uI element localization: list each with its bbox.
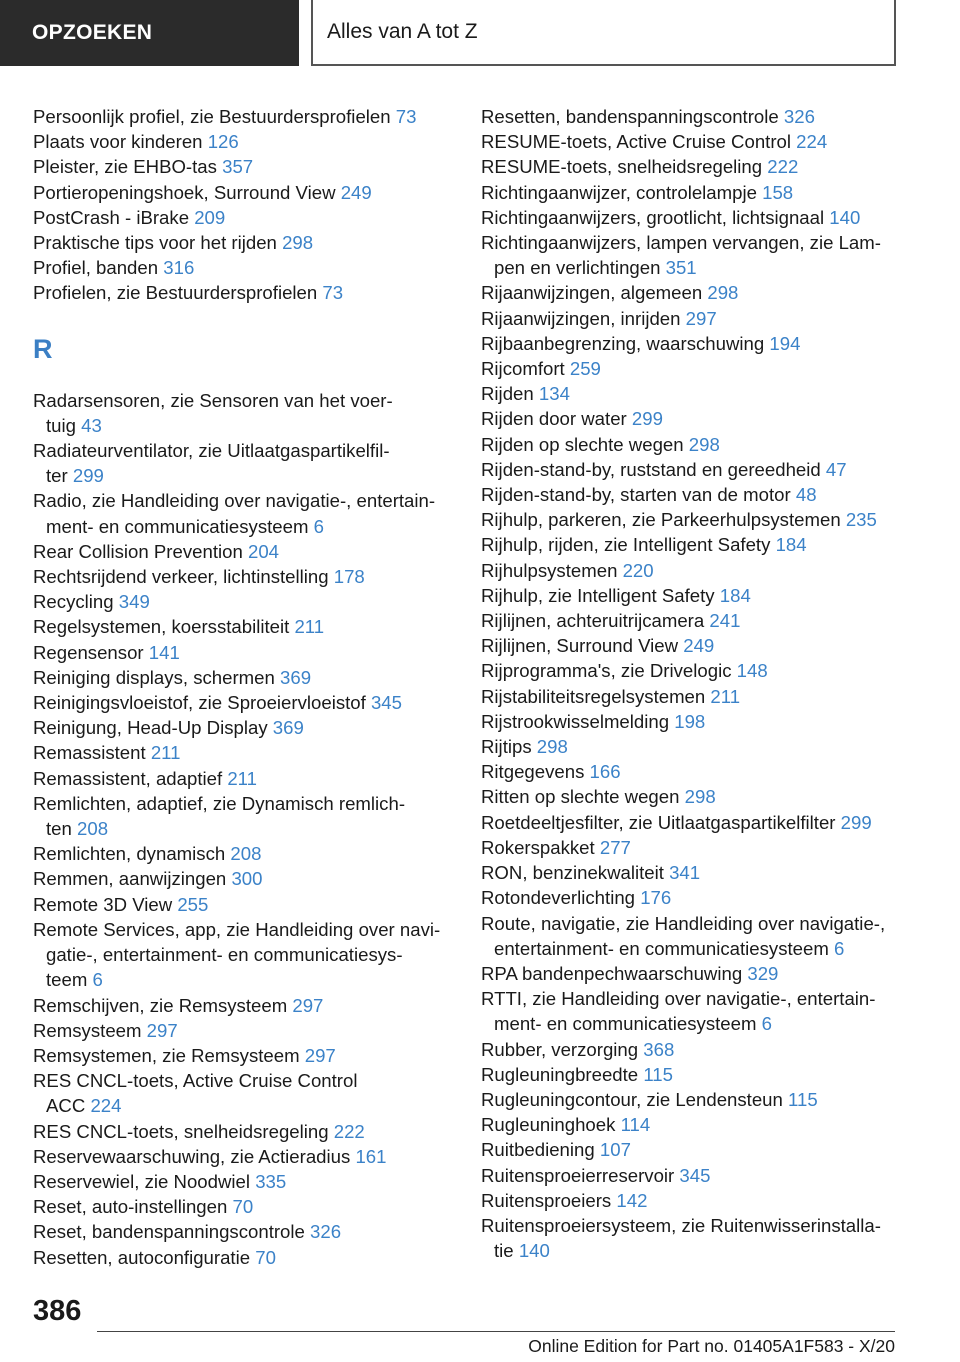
index-entry-text: Rijden-stand-by, ruststand en gereedheid (481, 458, 821, 480)
index-entry (33, 993, 453, 1018)
index-entry-text: Rijhulp, zie Intelligent Safety (481, 584, 715, 606)
index-entry-text: RESUME-toets, Active Cruise Control (481, 131, 791, 153)
index-entry-text: ment- en communicatiesysteem (46, 515, 309, 537)
page-reference-link[interactable]: 249 (683, 635, 715, 657)
page-reference-link[interactable]: 299 (631, 408, 663, 430)
page-reference-link[interactable]: 368 (643, 1038, 675, 1060)
page-reference-link[interactable]: 299 (840, 811, 872, 833)
index-entry-text: Regensensor (33, 641, 144, 663)
index-entry (33, 589, 453, 614)
index-entry-text: Remassistent (33, 742, 146, 764)
page-reference-link[interactable]: 140 (829, 206, 861, 228)
page-reference-link[interactable]: 369 (272, 717, 304, 739)
index-entry-text: ten (46, 818, 72, 840)
section-tab-label: OPZOEKEN (32, 21, 153, 44)
page-reference-link[interactable]: 114 (620, 1114, 651, 1136)
page-reference-link[interactable]: 300 (231, 868, 263, 890)
index-entry-text: Remlichten, adaptief, zie Dynamisch remlich- (33, 792, 406, 814)
index-entry-text: Resetten, bandenspanningscontrole (481, 106, 779, 127)
index-entry-text: Reinigung, Head-Up Display (33, 717, 268, 739)
page-reference-link[interactable]: 220 (622, 559, 654, 581)
page-reference-link[interactable]: 208 (77, 818, 109, 840)
index-entry-text: Rijhulp, parkeren, zie Parkeerhulpsystemen (481, 509, 841, 531)
page-reference-link[interactable]: 357 (222, 156, 254, 178)
page-reference-link[interactable]: 341 (669, 862, 701, 884)
page-reference-link[interactable]: 178 (333, 566, 365, 588)
index-entry-text: Rijbaanbegrenzing, waarschuwing (481, 332, 765, 354)
page-reference-link[interactable]: 166 (589, 761, 621, 783)
index-entry (481, 608, 911, 633)
index-entry (481, 961, 911, 986)
index-entry (33, 1119, 453, 1144)
index-entry-text: Ruitensproeiersysteem, zie Ruitenwisserinstalla- (481, 1214, 881, 1236)
index-entry (481, 684, 911, 709)
index-entry (33, 1245, 453, 1270)
index-entry (481, 583, 911, 608)
index-entry-text: RPA bandenpechwaarschuwing (481, 962, 743, 984)
page-reference-link[interactable]: 326 (783, 106, 815, 127)
index-entry (481, 507, 911, 532)
index-entry (33, 1043, 453, 1068)
index-entry-text: RES CNCL-toets, snelheidsregeling (33, 1120, 329, 1142)
index-entry (33, 1068, 453, 1118)
index-entry-text: Rijden (481, 383, 534, 405)
index-entry (481, 709, 911, 734)
page-reference-link[interactable]: 6 (313, 515, 324, 537)
index-entry (481, 1037, 911, 1062)
index-entry (481, 911, 911, 961)
index-entry (481, 784, 911, 809)
page-reference-link[interactable]: 211 (150, 742, 181, 764)
index-entry-text: RON, benzinekwaliteit (481, 862, 664, 884)
page-reference-link[interactable]: 329 (747, 962, 779, 984)
page-reference-link[interactable]: 115 (788, 1088, 818, 1110)
index-entry (33, 129, 453, 154)
index-entry-text: Profiel, banden (33, 257, 159, 279)
index-entry-text: Radiateurventilator, zie Uitlaatgaspartikelfil- (33, 440, 390, 462)
index-entry (481, 432, 911, 457)
index-entry (481, 129, 911, 154)
index-entry-text: Radarsensoren, zie Sensoren van het voer- (33, 389, 393, 411)
index-entry (481, 1163, 911, 1188)
index-entry (33, 104, 453, 129)
index-entry (33, 154, 453, 179)
index-entry-text: entertainment- en communicatiesysteem (494, 937, 829, 959)
index-entry-text: Remlichten, dynamisch (33, 843, 226, 865)
index-entry (481, 381, 911, 406)
page-reference-link[interactable]: 299 (72, 465, 104, 487)
index-entry-text: Rugleuningbreedte (481, 1063, 639, 1085)
index-entry (481, 306, 911, 331)
page-reference-link[interactable]: 241 (709, 610, 741, 632)
index-entry-text: Remote 3D View (33, 893, 173, 915)
index-entry (33, 917, 453, 993)
index-entry (33, 640, 453, 665)
index-entry-text: ter (46, 465, 68, 487)
index-entry-text: tie (494, 1240, 514, 1262)
index-entry-text: Rechtsrijdend verkeer, lichtinstelling (33, 566, 329, 588)
index-entry (33, 564, 453, 589)
index-entry-text: Rokerspakket (481, 836, 595, 858)
index-entry (33, 690, 453, 715)
index-column-right (481, 104, 911, 1263)
index-entry-text: PostCrash - iBrake (33, 206, 190, 228)
index-entry (33, 665, 453, 690)
page-reference-link[interactable]: 176 (640, 887, 672, 909)
index-entry (481, 180, 911, 205)
page-reference-link[interactable]: 107 (599, 1139, 631, 1161)
index-entry-text: Rijtips (481, 736, 532, 758)
index-entry-text: Rijhulpsystemen (481, 559, 618, 581)
index-entry (33, 1144, 453, 1169)
page-reference-link[interactable]: 222 (333, 1120, 365, 1142)
index-entry-text: Profielen, zie Bestuurdersprofielen (33, 282, 318, 304)
index-entry (481, 154, 911, 179)
index-entry (481, 230, 911, 280)
index-entry-text: Rijden door water (481, 408, 627, 430)
index-entry-text: Ritgegevens (481, 761, 585, 783)
index-entry-text: RES CNCL-toets, Active Cruise Control (33, 1070, 358, 1092)
index-entry (33, 1169, 453, 1194)
index-entry-text: Reset, bandenspanningscontrole (33, 1221, 305, 1243)
index-entry (33, 766, 453, 791)
page-reference-link[interactable]: 70 (232, 1196, 254, 1218)
index-entry (481, 986, 911, 1036)
page-reference-link[interactable]: 211 (227, 767, 257, 789)
index-entry (481, 1188, 911, 1213)
page-reference-link[interactable]: 73 (322, 282, 344, 304)
page-reference-link[interactable]: 43 (81, 414, 102, 436)
page-number: 386 (33, 1295, 82, 1327)
index-entry (33, 866, 453, 891)
index-entry (481, 658, 911, 683)
index-entry (33, 1219, 453, 1244)
page-reference-link[interactable]: 148 (736, 660, 768, 682)
index-entry-text: Rijaanwijzingen, algemeen (481, 282, 703, 304)
page-reference-link[interactable]: 316 (163, 257, 195, 279)
footer-edition: Online Edition for Part no. 01405A1F583 - X/20 (528, 1336, 895, 1356)
page-reference-link[interactable]: 326 (310, 1221, 342, 1243)
page-reference-link[interactable]: 48 (795, 484, 817, 506)
index-entry-text: Ruitbediening (481, 1139, 595, 1161)
page-reference-link[interactable]: 70 (255, 1246, 276, 1268)
page-reference-link[interactable]: 259 (569, 358, 601, 380)
page-reference-link[interactable]: 204 (247, 540, 280, 562)
index-entry-text: Rijprogramma's, zie Drivelogic (481, 660, 732, 682)
index-entry-text: Rugleuninghoek (481, 1114, 616, 1136)
index-entry (33, 715, 453, 740)
page-reference-link[interactable]: 351 (665, 257, 697, 279)
page-reference-link[interactable]: 298 (282, 232, 314, 254)
index-entry-text: Reiniging displays, schermen (33, 666, 275, 688)
page-reference-link[interactable]: 235 (845, 509, 877, 531)
page-reference-link[interactable]: 161 (355, 1145, 387, 1167)
index-entry-text: Remote Services, app, zie Handleiding over navi- (33, 918, 441, 940)
index-entry (33, 614, 453, 639)
index-entry (481, 331, 911, 356)
index-entry (481, 406, 911, 431)
index-entry (481, 1062, 911, 1087)
page-reference-link[interactable]: 335 (255, 1170, 287, 1192)
index-entry-text: Praktische tips voor het rijden (33, 232, 277, 254)
page-reference-link[interactable]: 140 (518, 1240, 550, 1262)
page-reference-link[interactable]: 349 (118, 591, 150, 613)
index-entry-text: Roetdeeltjesfilter, zie Uitlaatgaspartikelfilter (481, 811, 836, 833)
index-entry (481, 633, 911, 658)
page-reference-link[interactable]: 142 (616, 1189, 648, 1211)
index-entry-text: Remmen, aanwijzingen (33, 868, 227, 890)
page-reference-link[interactable]: 134 (538, 383, 570, 405)
index-entry-text: Rijstabiliteitsregelsystemen (481, 685, 706, 707)
index-entry (33, 438, 453, 488)
index-entry-text: Rijlijnen, achteruitrijcamera (481, 610, 705, 632)
index-entry-text: tuig (46, 414, 76, 436)
index-entry (481, 1137, 911, 1162)
page-reference-link[interactable]: 211 (710, 685, 741, 707)
index-section-letter: R (33, 333, 53, 364)
index-entry (481, 885, 911, 910)
index-entry (33, 791, 453, 841)
index-entry-text: Recycling (33, 591, 114, 613)
index-entry-text: Resetten, autoconfiguratie (33, 1246, 251, 1268)
index-entry (481, 835, 911, 860)
index-entry-text: Richtingaanwijzers, lampen vervangen, zie Lam- (481, 232, 881, 254)
page-reference-link[interactable]: 194 (769, 332, 801, 354)
page-reference-link[interactable]: 208 (230, 843, 262, 865)
index-entry-text: pen en verlichtingen (494, 257, 661, 279)
index-entry (33, 740, 453, 765)
index-entry-text: Reinigingsvloeistof, zie Sproeiervloeistof (33, 692, 366, 714)
index-entry-text: Rijden op slechte wegen (481, 433, 684, 455)
index-entry (481, 356, 911, 381)
index-entry-text: RESUME-toets, snelheidsregeling (481, 156, 763, 178)
index-entry-text: Portieropeningshoek, Surround View (33, 181, 336, 203)
index-entry (33, 255, 453, 280)
page-reference-link[interactable]: 298 (536, 736, 568, 758)
page-reference-link[interactable]: 198 (674, 710, 706, 732)
index-entry-text: Remschijven, zie Remsysteem (33, 994, 288, 1016)
page-reference-link[interactable]: 255 (177, 893, 209, 915)
index-entry-text: Reset, auto-instellingen (33, 1196, 228, 1218)
index-entry-text: ACC (46, 1095, 86, 1117)
index-entry (481, 482, 911, 507)
index-entry-text: Rijstrookwisselmelding (481, 710, 670, 732)
index-entry-text: RTTI, zie Handleiding over navigatie-, entertain- (481, 988, 876, 1010)
index-entry (481, 1087, 911, 1112)
index-entry (33, 488, 453, 538)
index-entry-text: Pleister, zie EHBO-tas (33, 156, 217, 178)
section-heading-label: Alles van A tot Z (327, 20, 478, 43)
page-reference-link[interactable]: 277 (599, 836, 631, 858)
index-entry-text: Ruitensproeierreservoir (481, 1164, 675, 1186)
page-reference-link[interactable]: 6 (92, 969, 103, 991)
page-reference-link[interactable]: 126 (207, 131, 239, 153)
index-entry (481, 734, 911, 759)
index-entry-text: gatie-, entertainment- en communicatiesys- (46, 944, 403, 966)
index-entry-text: Rijaanwijzingen, inrijden (481, 307, 681, 329)
page-reference-link[interactable]: 184 (775, 534, 807, 556)
index-entry (481, 104, 911, 129)
index-entry (33, 230, 453, 255)
index-entry (481, 205, 911, 230)
page-reference-link[interactable]: 345 (370, 692, 402, 714)
index-entry-text: Rijhulp, rijden, zie Intelligent Safety (481, 534, 771, 556)
page-reference-link[interactable]: 6 (761, 1013, 772, 1035)
index-entry (481, 532, 911, 557)
index-entry-text: Ritten op slechte wegen (481, 786, 680, 808)
index-entry (481, 810, 911, 835)
index-entry-text: Route, navigatie, zie Handleiding over navigatie-, (481, 912, 886, 934)
index-column-left (33, 104, 453, 1270)
index-entry (33, 280, 453, 305)
index-entry-text: Rear Collision Prevention (33, 540, 243, 562)
index-entry (481, 860, 911, 885)
page-reference-link[interactable]: 209 (194, 206, 226, 228)
index-entry (33, 1018, 453, 1043)
index-entry (33, 892, 453, 917)
page-reference-link[interactable]: 298 (688, 433, 720, 455)
index-entry-text: Rijcomfort (481, 358, 565, 380)
index-entry (33, 388, 453, 438)
index-entry (33, 1194, 453, 1219)
index-entry-text: Remsysteem (33, 1019, 142, 1041)
index-entry (481, 1213, 911, 1263)
index-entry-text: Rotondeverlichting (481, 887, 636, 909)
index-entry (481, 280, 911, 305)
section-tab (0, 0, 299, 66)
index-entry-text: Reservewiel, zie Noodwiel (33, 1170, 251, 1192)
index-entry-text: Radio, zie Handleiding over navigatie-, entertain- (33, 490, 436, 512)
index-entry-text: Remsystemen, zie Remsysteem (33, 1044, 300, 1066)
index-entry (481, 558, 911, 583)
section-heading (311, 0, 896, 66)
index-entry-text: Remassistent, adaptief (33, 767, 223, 789)
page-reference-link[interactable]: 224 (796, 131, 828, 153)
page-reference-link[interactable]: 298 (707, 282, 739, 304)
page-reference-link[interactable]: 47 (825, 458, 847, 480)
page-reference-link[interactable]: 6 (834, 937, 845, 959)
index-entry-text: Rijlijnen, Surround View (481, 635, 679, 657)
index-entry-text: Rubber, verzorging (481, 1038, 639, 1060)
page-reference-link[interactable]: 222 (767, 156, 799, 178)
index-entry-text: Plaats voor kinderen (33, 131, 203, 153)
page-reference-link[interactable]: 369 (280, 666, 312, 688)
page-reference-link[interactable]: 297 (304, 1044, 336, 1066)
index-entry-text: teem (46, 969, 88, 991)
page-reference-link[interactable]: 297 (292, 994, 324, 1016)
index-entry-text: ment- en communicatiesysteem (494, 1013, 757, 1035)
index-entry (33, 205, 453, 230)
page-reference-link[interactable]: 298 (684, 786, 716, 808)
page-reference-link[interactable]: 345 (679, 1164, 711, 1186)
index-entry-text: Ruitensproeiers (481, 1189, 612, 1211)
page-reference-link[interactable]: 211 (294, 616, 325, 638)
footer-divider (97, 1331, 895, 1332)
index-entry-text: Rijden-stand-by, starten van de motor (481, 484, 791, 506)
index-entry (33, 180, 453, 205)
index-entry-text: Rugleuningcontour, zie Lendensteun (481, 1088, 783, 1110)
index-entry (481, 1112, 911, 1137)
index-entry (33, 841, 453, 866)
index-entry (481, 759, 911, 784)
page-reference-link[interactable]: 73 (395, 106, 417, 127)
page-reference-link[interactable]: 297 (146, 1019, 178, 1041)
index-entry-text: Richtingaanwijzer, controlelampje (481, 181, 757, 203)
index-entry (33, 539, 453, 564)
page-reference-link[interactable]: 297 (685, 307, 717, 329)
index-entry-text: Regelsystemen, koersstabiliteit (33, 616, 290, 638)
page-reference-link[interactable]: 224 (90, 1095, 122, 1117)
page-reference-link[interactable]: 249 (340, 181, 372, 203)
page-reference-link[interactable]: 141 (148, 641, 180, 663)
index-entry-text: Persoonlijk profiel, zie Bestuurdersprofielen (33, 106, 391, 127)
page-reference-link[interactable]: 184 (719, 584, 751, 606)
index-entry (481, 457, 911, 482)
page-reference-link[interactable]: 115 (643, 1063, 673, 1085)
index-entry-text: Richtingaanwijzers, grootlicht, lichtsignaal (481, 206, 825, 228)
page-reference-link[interactable]: 158 (762, 181, 794, 203)
index-entry-text: Reservewaarschuwing, zie Actieradius (33, 1145, 351, 1167)
